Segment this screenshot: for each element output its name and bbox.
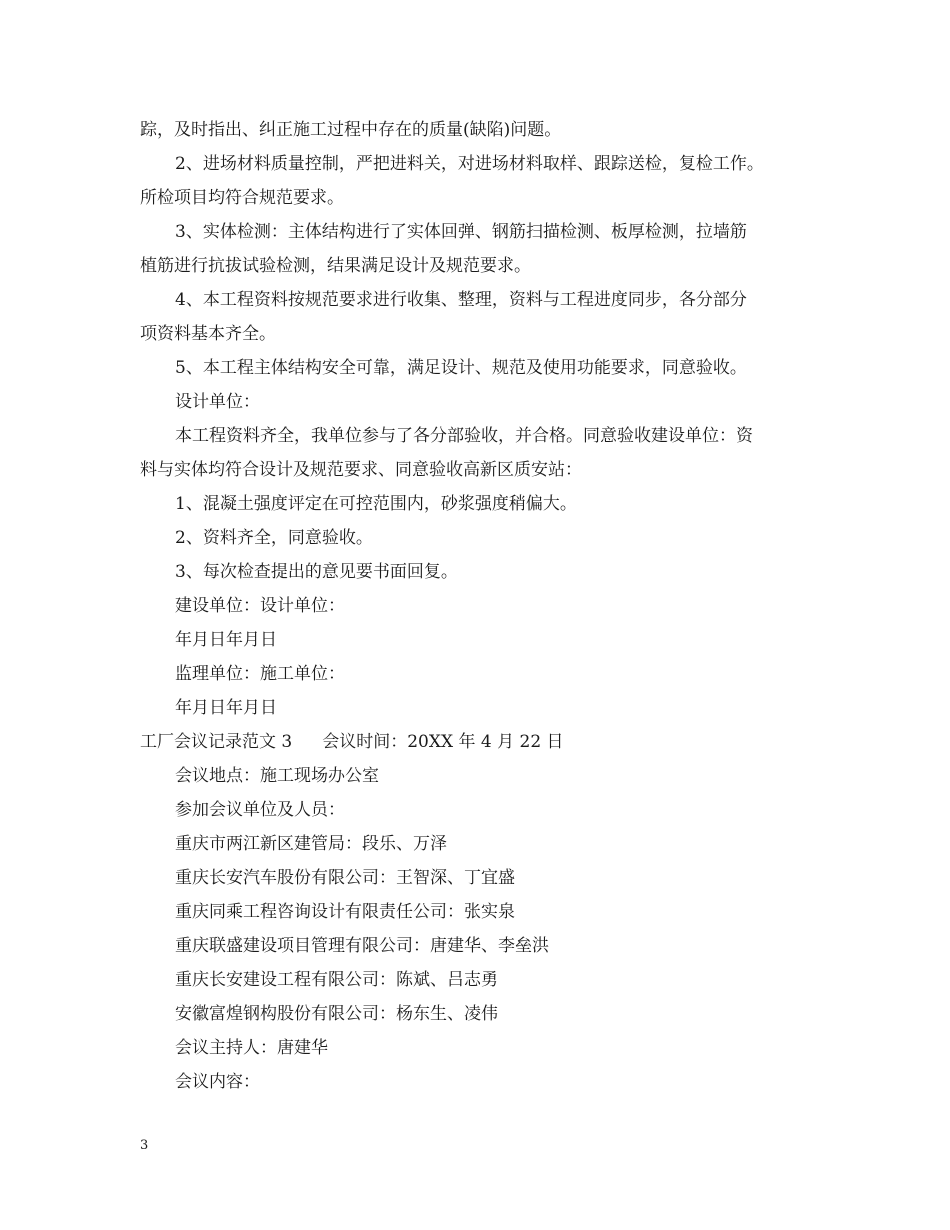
meeting-header-line <box>140 725 820 759</box>
date-line: 年月日年月日 <box>175 698 277 718</box>
paragraph-line: 踪，及时指出、纠正施工过程中存在的质量(缺陷)问题。 <box>140 120 562 140</box>
list-item: 2、资料齐全，同意验收。 <box>175 528 373 548</box>
attendee-line: 重庆同乘工程咨询设计有限责任公司：张实泉 <box>175 902 515 922</box>
signature-label-line: 监理单位：施工单位： <box>175 664 345 684</box>
attendee-line: 重庆长安汽车股份有限公司：王智深、丁宜盛 <box>175 868 515 888</box>
paragraph-line: 项资料基本齐全。 <box>140 324 276 344</box>
paragraph-line: 料与实体均符合设计及规范要求、同意验收高新区质安站： <box>140 460 582 480</box>
paragraph-text: 2、进场材料质量控制，严把进料关，对进场材料取样、跟踪送检，复检工作。 <box>175 154 764 174</box>
paragraph-line: 5、本工程主体结构安全可靠，满足设计、规范及使用功能要求，同意验收。 <box>175 358 747 378</box>
document-body <box>140 113 820 1099</box>
paragraph-line: 本工程资料齐全，我单位参与了各分部验收，并合格。同意验收建设单位：资 <box>175 426 753 446</box>
signature-label-line: 建设单位：设计单位： <box>175 596 345 616</box>
attendee-line: 重庆市两江新区建管局：段乐、万泽 <box>175 834 447 854</box>
paragraph-line: 3、实体检测：主体结构进行了实体回弹、钢筋扫描检测、板厚检测，拉墙筋 <box>175 222 747 242</box>
paragraph-line: 4、本工程资料按规范要求进行收集、整理，资料与工程进度同步，各分部分 <box>175 290 747 310</box>
page-number: 3 <box>140 1138 149 1153</box>
attendee-line: 重庆联盛建设项目管理有限公司：唐建华、李垒洪 <box>175 936 549 956</box>
list-item: 3、每次检查提出的意见要书面回复。 <box>175 562 458 582</box>
paragraph-line: 所检项目均符合规范要求。 <box>140 188 344 208</box>
paragraph-line <box>140 147 820 181</box>
date-line: 年月日年月日 <box>175 630 277 650</box>
meeting-time: 会议时间：20XX 年 4 月 22 日 <box>322 732 564 752</box>
meeting-line: 会议主持人：唐建华 <box>175 1038 328 1058</box>
meeting-line: 会议地点：施工现场办公室 <box>175 766 379 786</box>
attendee-line: 重庆长安建设工程有限公司：陈斌、吕志勇 <box>175 970 498 990</box>
section-heading: 设计单位： <box>175 392 260 412</box>
meeting-line: 参加会议单位及人员： <box>175 800 345 820</box>
attendee-line: 安徽富煌钢构股份有限公司：杨东生、凌伟 <box>175 1004 498 1024</box>
list-item: 1、混凝土强度评定在可控范围内，砂浆强度稍偏大。 <box>175 494 577 514</box>
meeting-title: 工厂会议记录范文 3 <box>140 732 293 752</box>
meeting-line: 会议内容： <box>175 1072 260 1092</box>
paragraph-line: 植筋进行抗拔试验检测，结果满足设计及规范要求。 <box>140 256 531 276</box>
